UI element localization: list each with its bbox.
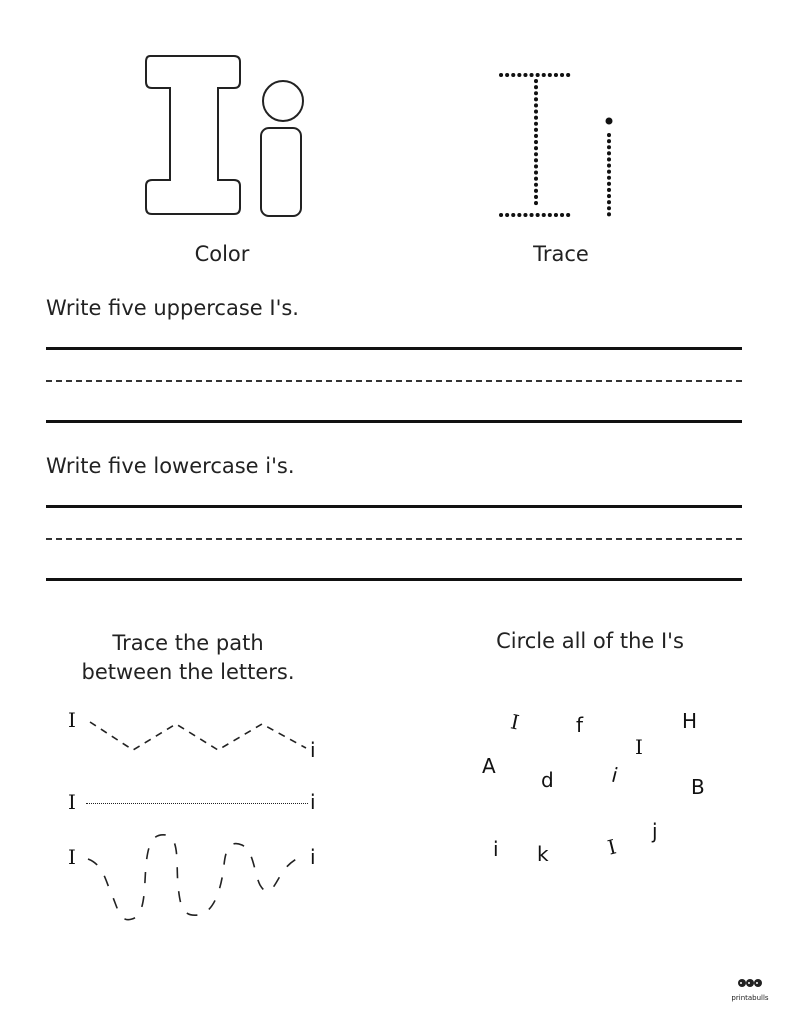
color-label: Color: [194, 242, 250, 266]
path-end-letter: i: [310, 790, 316, 814]
logo-text: printabulls: [731, 994, 769, 1002]
writing-mid-line: [46, 380, 742, 382]
path-start-letter: I: [68, 845, 76, 869]
lowercase-prompt: Write five lowercase i's.: [46, 454, 295, 478]
path-start-letter: I: [68, 708, 76, 732]
path-title-line2: between the letters.: [81, 660, 295, 684]
scatter-letter: H: [682, 709, 698, 733]
scatter-letter: d: [541, 768, 554, 792]
scatter-letter: B: [691, 775, 705, 799]
straight-path: [86, 803, 308, 804]
circle-title: Circle all of the I's: [496, 629, 684, 653]
bubble-letters-Ii: [138, 48, 313, 223]
scatter-letter: A: [482, 754, 496, 778]
path-title: [60, 629, 316, 687]
dotted-letters-Ii: [495, 65, 630, 225]
zigzag-path: [88, 718, 310, 758]
bulls-icon: [736, 976, 764, 990]
writing-mid-line: [46, 538, 742, 540]
scatter-letter: I: [508, 709, 522, 735]
scatter-letter: k: [537, 842, 549, 866]
path-title-line1: Trace the path: [112, 631, 264, 655]
uppercase-prompt: Write five uppercase I's.: [46, 296, 299, 320]
writing-base-line: [46, 420, 742, 423]
path-end-letter: i: [310, 845, 316, 869]
scatter-letter: j: [652, 819, 658, 843]
scatter-letter: I: [605, 834, 619, 860]
scatter-letter: f: [576, 713, 584, 737]
printabulls-logo: [730, 975, 770, 1002]
scatter-letter: i: [609, 762, 621, 788]
writing-base-line: [46, 578, 742, 581]
writing-top-line: [46, 347, 742, 350]
path-start-letter: I: [68, 790, 76, 814]
path-end-letter: i: [310, 738, 316, 762]
wavy-path: [86, 825, 311, 925]
scatter-letter: I: [635, 735, 643, 759]
trace-label: Trace: [533, 242, 589, 266]
scatter-letter: i: [493, 837, 499, 861]
writing-top-line: [46, 505, 742, 508]
